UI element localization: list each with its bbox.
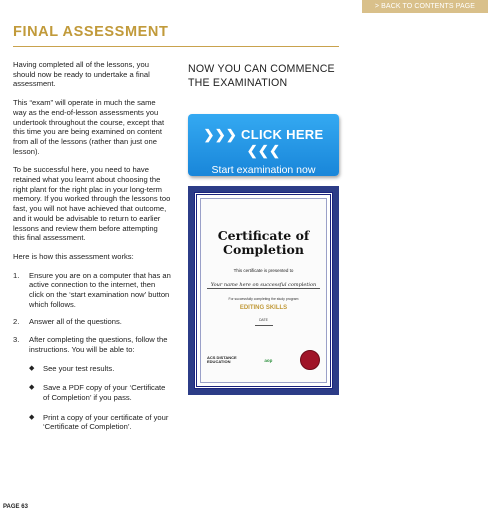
intro-paragraph: To be successful here, you need to have retained what you learnt about choosing the right plant for the right plac in your long-term memory. If you worked through the lessons too fast, you will not have achieved that outcome, and it would be advisable to return to earlier lessons and review them before attempting this final assessment. [13, 165, 171, 243]
title-divider [13, 46, 339, 47]
certificate-logos [207, 350, 320, 370]
page-label: PAGE [3, 504, 20, 510]
certificate-title [201, 229, 326, 257]
step-text: After completing the questions, follow the instructions. You will be able to: [29, 335, 168, 354]
diamond-bullet-icon: ◆ [29, 384, 35, 392]
instructions-column [13, 60, 171, 442]
step-number: 1. [13, 270, 20, 280]
certificate-completing-text: For successfully completing the study program [228, 297, 299, 301]
page-number-value: 63 [21, 504, 28, 510]
certificate-title-line: Completion [223, 242, 304, 257]
list-item-text: Save a PDF copy of your ‘Certificate of Completion’ if you pass. [43, 383, 166, 402]
certificate-presented-text: This certificate is presented to [233, 268, 294, 273]
page-number [3, 504, 28, 510]
certificate-course-name: EDITING SKILLS [239, 305, 288, 311]
start-examination-button[interactable] [188, 114, 339, 176]
list-item-text: See your test results. [43, 363, 115, 373]
click-here-label: ❯❯❯ CLICK HERE ❮❮❮ [203, 127, 324, 158]
acs-logo [207, 356, 237, 365]
step-number: 2. [13, 317, 20, 327]
aop-logo: aop [264, 357, 273, 363]
certificate-body [200, 198, 327, 383]
step-number: 3. [13, 335, 20, 345]
diamond-bullet-icon: ◆ [29, 413, 35, 421]
acs-logo-line: EDUCATION [207, 359, 231, 364]
certificate-preview [188, 186, 339, 395]
seal-icon [300, 350, 320, 370]
list-item [29, 383, 171, 402]
intro-paragraph: Here is how this assessment works: [13, 251, 134, 261]
start-examination-label: Start examination now [211, 164, 316, 176]
certificate-date-line [255, 325, 273, 326]
step-item [13, 335, 171, 354]
diamond-bullet-icon: ◆ [29, 364, 35, 372]
list-item [29, 413, 171, 432]
list-item [29, 364, 171, 374]
acs-logo-line: ACS DISTANCE [207, 354, 237, 360]
certificate-recipient-name: Your name here on successful completion [207, 282, 320, 289]
intro-paragraph: Having completed all of the lessons, you should now be ready to undertake a final assessment. [13, 60, 150, 89]
list-item-text: Print a copy of your certificate of your ‘Certificate of Completion’. [43, 412, 169, 432]
page-title: FINAL ASSESSMENT [13, 24, 169, 40]
step-text: Ensure you are on a computer that has an active connection to the internet, then click on the ‘start examination now’ button which follows. [29, 270, 171, 309]
certificate-title-line: Certificate of [217, 228, 310, 243]
back-to-contents-button[interactable]: > BACK TO CONTENTS PAGE [362, 0, 488, 13]
commence-heading: NOW YOU CAN COMMENCE THE EXAMINATION [188, 63, 335, 89]
step-text: Answer all of the questions. [29, 317, 122, 327]
step-item [13, 271, 171, 310]
certificate-border [194, 192, 333, 389]
step-item [13, 317, 171, 327]
intro-paragraph: This “exam” will operate in much the same way as the end-of-lesson assessments you undertook throughout the course, except that this time you are being examined on content from all of the lessons (rather than just one lesson). [13, 98, 165, 156]
outcome-list [29, 364, 171, 433]
certificate-date-label: DATE [259, 318, 268, 322]
